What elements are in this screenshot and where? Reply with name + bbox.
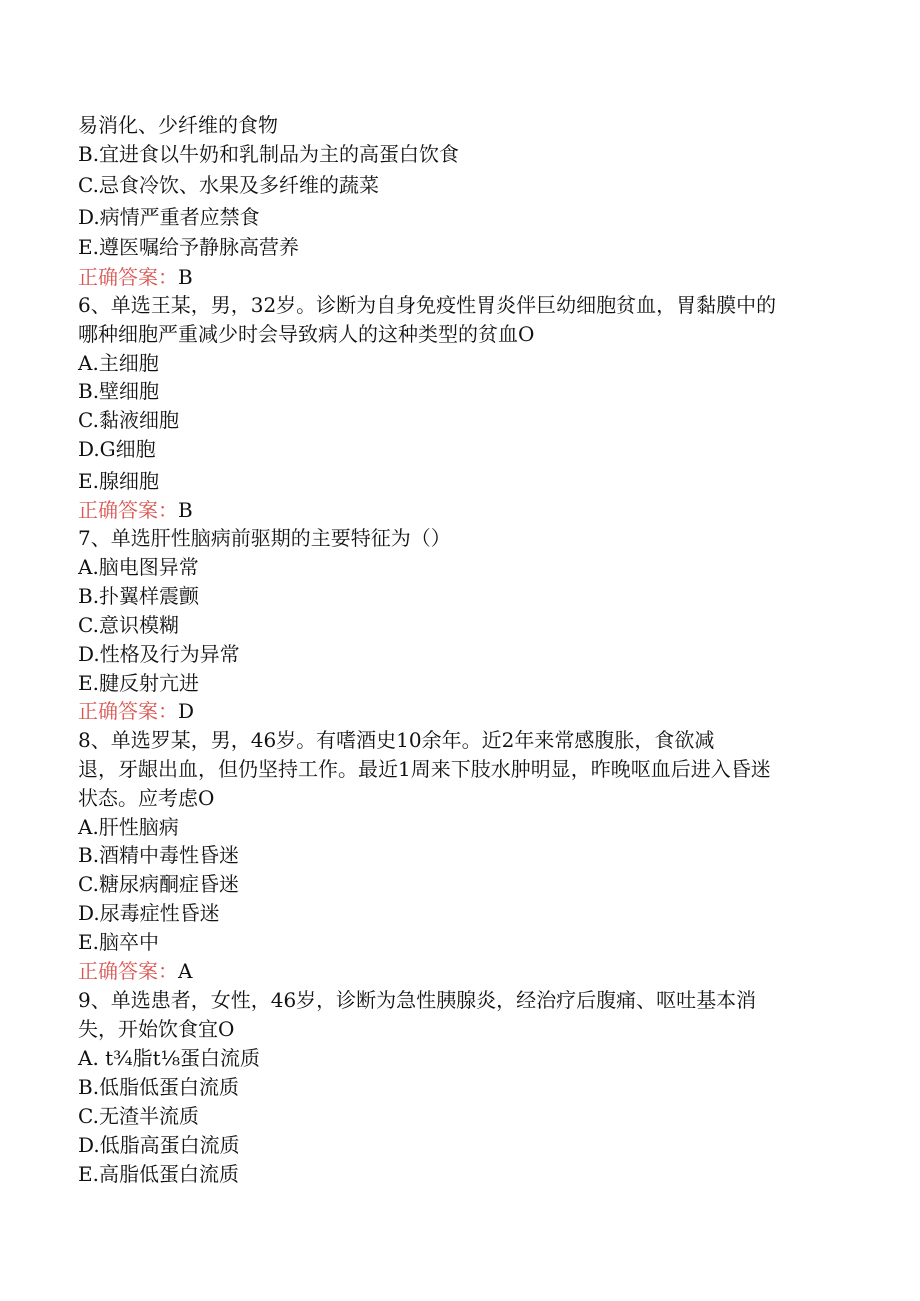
option-line: D.G细胞 [78,437,156,461]
option-line: A. t¾脂t⅛蛋白流质 [78,1046,261,1070]
option-line: B.低脂低蛋白流质 [78,1075,240,1099]
option-line: D.尿毒症性昏迷 [78,901,220,925]
option-line: C.意识模糊 [78,613,179,637]
option-line: E.脑卒中 [78,930,159,954]
option-line: D.病情严重者应禁食 [78,205,260,229]
option-line: E.高脂低蛋白流质 [78,1162,239,1186]
option-line: A.脑电图异常 [78,555,199,579]
option-line: C.忌食冷饮、水果及多纤维的蔬菜 [78,173,379,197]
question-text: 9、单选患者，女性，46岁，诊断为急性胰腺炎，经治疗后腹痛、呕吐基本消 [78,988,757,1012]
answer-label: 正确答案： [78,959,178,983]
answer-label: 正确答案： [78,699,178,723]
option-line: B.壁细胞 [78,379,160,403]
option-line: A.主细胞 [78,351,159,375]
answer-label: 正确答案： [78,265,178,289]
option-line: E.腱反射亢进 [78,671,199,695]
question-text: 哪种细胞严重减少时会导致病人的这种类型的贫血O [78,322,535,346]
correct-answer [78,957,192,985]
option-line: D.性格及行为异常 [78,642,240,666]
option-line: C.糖尿病酮症昏迷 [78,872,239,896]
answer-value: B [178,498,193,522]
option-line: E.遵医嘱给予静脉高营养 [78,235,299,259]
option-line: B.扑翼样震颤 [78,584,200,608]
question-text: 8、单选罗某，男，46岁。有嗜酒史10余年。近2年来常感腹胀，食欲减 [78,728,715,752]
answer-value: B [178,265,193,289]
correct-answer [78,263,193,291]
option-line: A.肝性脑病 [78,815,179,839]
question-text: 退，牙龈出血，但仍坚持工作。最近1周来下肢水肿明显，昨晚呕血后进入昏迷 [78,757,771,781]
option-line: B.酒精中毒性昏迷 [78,843,240,867]
option-line: C.黏液细胞 [78,408,179,432]
option-line: D.低脂高蛋白流质 [78,1133,240,1157]
question-text: 失，开始饮食宜O [78,1017,235,1041]
answer-value: A [178,959,193,983]
option-line: E.腺细胞 [78,469,159,493]
correct-answer [78,496,193,524]
question-text: 6、单选王某，男，32岁。诊断为自身免疫性胃炎伴巨幼细胞贫血，胃黏膜中的 [78,293,777,317]
option-line: B.宜进食以牛奶和乳制品为主的高蛋白饮食 [78,142,460,166]
question-text: 状态。应考虑O [78,786,215,810]
text-line: 易消化、少纤维的食物 [78,113,278,137]
question-text: 7、单选肝性脑病前驱期的主要特征为（） [78,526,451,550]
answer-value: D [178,699,195,723]
answer-label: 正确答案： [78,498,178,522]
correct-answer [78,697,194,725]
option-line: C.无渣半流质 [78,1104,199,1128]
